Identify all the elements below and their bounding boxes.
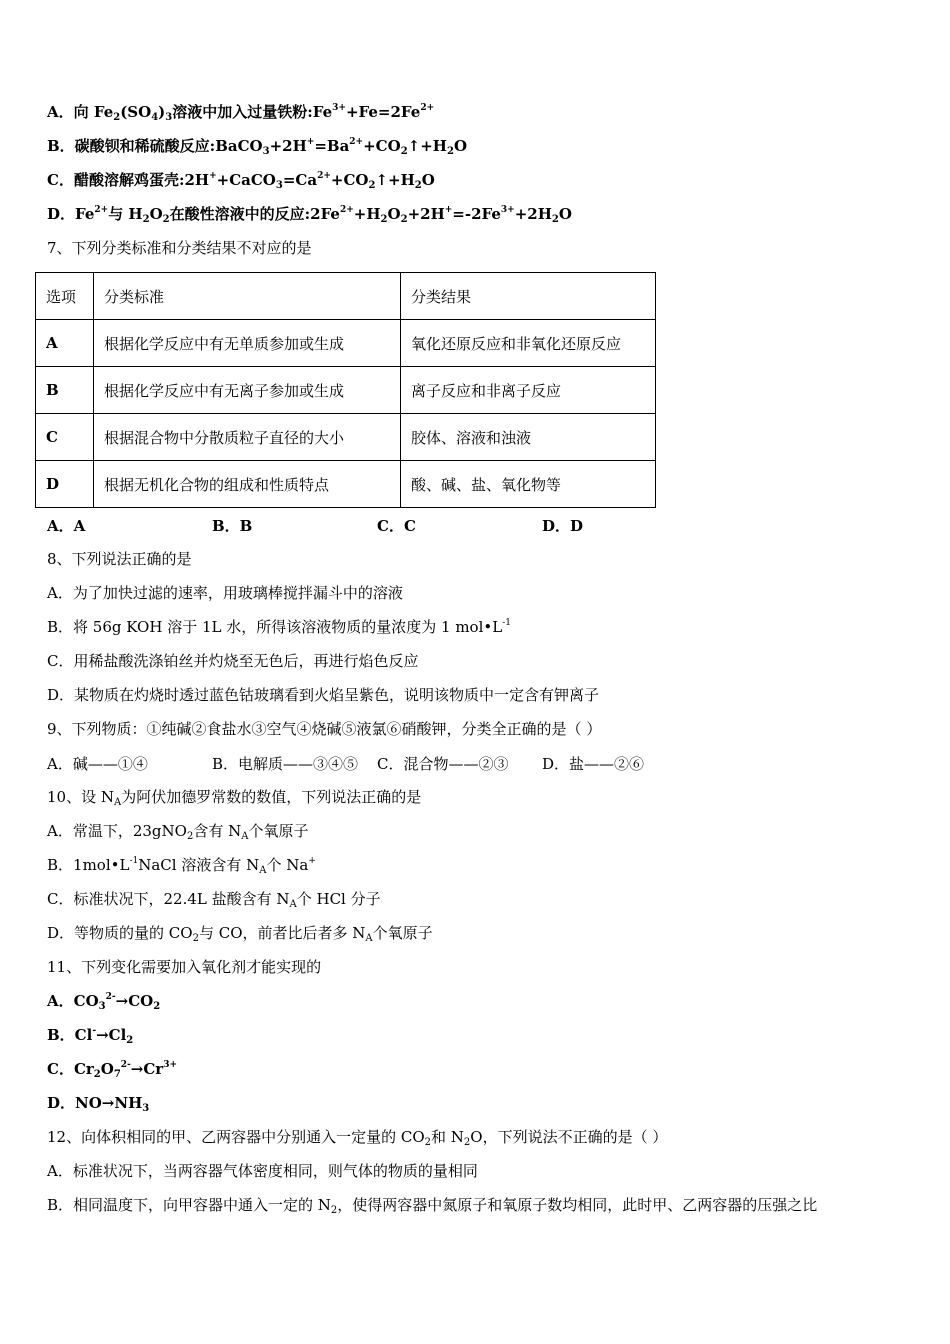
q8-option-c: C．用稀盐酸洗涤铂丝并灼烧至无色后，再进行焰色反应 (47, 652, 419, 670)
q11-option-d: D．$NO\to NH_3$ (47, 1094, 150, 1114)
classification-table (35, 272, 656, 508)
q11-option-c: C．$Cr_2O_7^{2-}\to Cr^{3+}$ (47, 1060, 178, 1080)
q10-stem: 10、设 $N_A$为阿伏加德罗常数的数值，下列说法正确的是 (47, 788, 422, 808)
q10-option-c: C．标准状况下，22.4L 盐酸含有 $N_A$个 HCl 分子 (47, 890, 381, 910)
table-cell: 根据混合物中分散质粒子直径的大小 (94, 414, 401, 461)
q9-option-c: C．混合物——②③ (377, 755, 509, 773)
q10-option-b: B．$1mol•L^{-1}NaCl$ 溶液含有 $N_A$个 Na+ (47, 856, 316, 876)
table-cell: A (36, 320, 94, 367)
q12-stem: 12、向体积相同的甲、乙两容器中分别通入一定量的 $CO_2$和 $N_2O$，下列说法不正确的是（ ） (47, 1128, 668, 1148)
q10-option-a: A．常温下，23gNO$_2$含有 $N_A$个氧原子 (47, 822, 309, 842)
q6-option-d: D．$Fe^{2+}$与 $H_2O_2$在酸性溶液中的反应$:2Fe^{2+}+H_2O_2+2H^+=-2Fe^{3+}+2H_2O$ (47, 205, 572, 225)
q9-option-d: D．盐——②⑥ (542, 755, 645, 773)
table-cell: 氧化还原反应和非氧化还原反应 (401, 320, 656, 367)
table-row (36, 461, 656, 508)
table-cell: 根据化学反应中有无离子参加或生成 (94, 367, 401, 414)
table-row (36, 320, 656, 367)
q8-option-b: B．将 56g KOH 溶于 1L 水，所得该溶液物质的量浓度为 1 $mol•L^{-1}$ (47, 618, 511, 636)
q11-option-a: A．$CO_3^{2-}\to CO_2$ (47, 992, 161, 1012)
q7-option-b: B．B (212, 517, 253, 535)
q7-option-a: A．A (47, 517, 86, 535)
table-cell: 根据无机化合物的组成和性质特点 (94, 461, 401, 508)
table-cell: 根据化学反应中有无单质参加或生成 (94, 320, 401, 367)
table-row (36, 367, 656, 414)
table-header-row (36, 273, 656, 320)
q7-option-d: D．D (542, 517, 584, 535)
q9-option-a: A．碱——①④ (47, 755, 148, 773)
table-cell: 酸、碱、盐、氧化物等 (401, 461, 656, 508)
table-cell: C (36, 414, 94, 461)
q6-option-b: B．碳酸钡和稀硫酸反应$:BaCO_3+2H^+=Ba^{2+}+CO_2↑+H_2O$ (47, 137, 468, 157)
q11-option-b: B．$Cl^-\to Cl_2$ (47, 1026, 134, 1046)
q12-option-b: B．相同温度下，向甲容器中通入一定的 $N_2$，使得两容器中氮原子和氧原子数均相同，此时甲、乙两容器的压强之比 (47, 1196, 818, 1216)
q10-option-d: D．等物质的量的 $CO_2$与 CO，前者比后者多 $N_A$个氧原子 (47, 924, 433, 944)
q6-option-a: A．向 $Fe_2(SO_4)_3$溶液中加入过量铁粉$:Fe^{3+}+Fe=2Fe^{2+}$ (47, 103, 435, 123)
q9-stem: 9、下列物质：①纯碱②食盐水③空气④烧碱⑤液氯⑥硝酸钾，分类全正确的是（ ） (47, 720, 602, 738)
table-header-cell: 分类结果 (401, 273, 656, 320)
table-cell: 离子反应和非离子反应 (401, 367, 656, 414)
q8-stem: 8、下列说法正确的是 (47, 550, 192, 568)
table-header-cell: 分类标准 (94, 273, 401, 320)
table-cell: B (36, 367, 94, 414)
q11-stem: 11、下列变化需要加入氧化剂才能实现的 (47, 958, 322, 976)
q7-stem: 7、下列分类标准和分类结果不对应的是 (47, 239, 312, 257)
q6-option-c: C．醋酸溶解鸡蛋壳$:2H^++CaCO_3=Ca^{2+}+CO_2↑+H_2O$ (47, 171, 435, 191)
q8-option-a: A．为了加快过滤的速率，用玻璃棒搅拌漏斗中的溶液 (47, 584, 403, 602)
table-cell: 胶体、溶液和浊液 (401, 414, 656, 461)
table-cell: D (36, 461, 94, 508)
q12-option-a: A．标准状况下，当两容器气体密度相同，则气体的物质的量相同 (47, 1162, 478, 1180)
q9-option-b: B．电解质——③④⑤ (212, 755, 359, 773)
q8-option-d: D．某物质在灼烧时透过蓝色钴玻璃看到火焰呈紫色，说明该物质中一定含有钾离子 (47, 686, 600, 704)
table-row (36, 414, 656, 461)
table-header-cell: 选项 (36, 273, 94, 320)
q7-option-c: C．C (377, 517, 416, 535)
